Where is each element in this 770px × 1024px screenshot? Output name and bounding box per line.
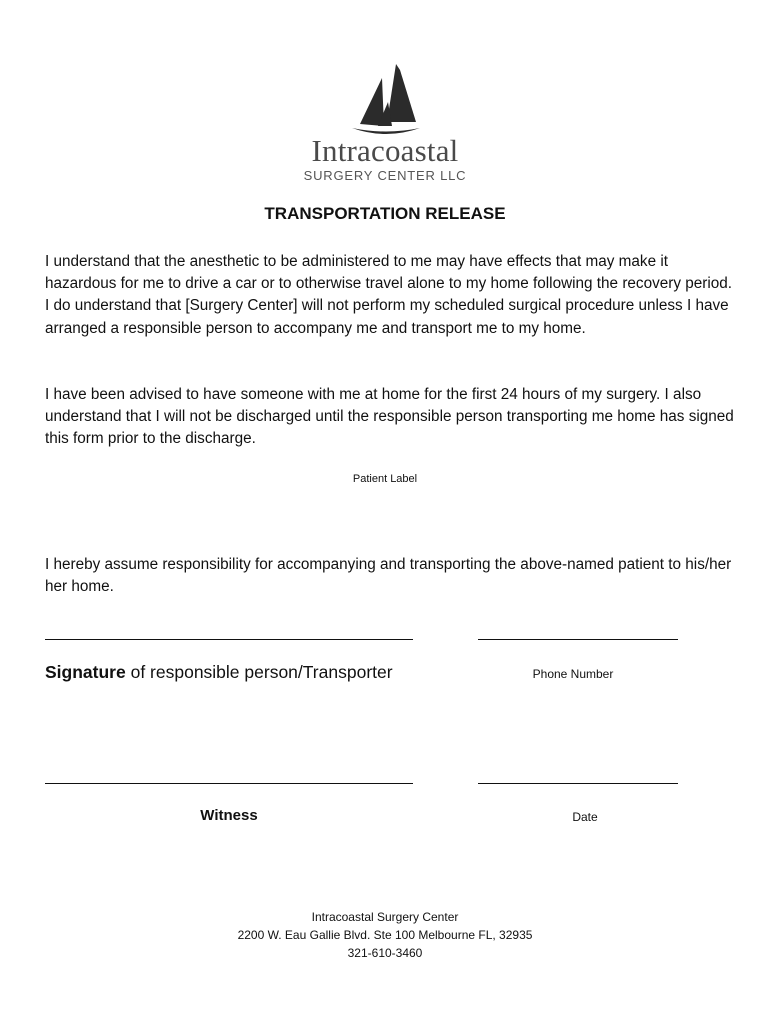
signature-label [45,661,393,683]
paragraph-responsibility: I hereby assume responsibility for accompanying and transporting the above-named patient to his/her her home. [45,556,732,596]
paragraph-anesthetic-notice: I understand that the anesthetic to be administered to me may have effects that may make it hazardous for me to drive a car or to otherwise travel alone to my home following the recovery period. I do understand that [Surgery Center] will not perform my scheduled surgical procedure unless I have arranged a responsible person to accompany me and transport me to my home. [45,253,732,337]
witness-label: Witness [200,807,258,824]
page-title: TRANSPORTATION RELEASE [264,204,506,223]
brand-name: Intracoastal [311,133,459,168]
sailboat-icon [348,62,423,140]
signature-label-bold: Signature [45,662,126,682]
brand-subtitle: SURGERY CENTER LLC [303,168,467,183]
signature-label-rest: of responsible person/Transporter [125,662,393,682]
company-logo [290,62,480,187]
signature-line[interactable] [45,639,413,640]
footer [0,908,770,962]
witness-line[interactable] [45,783,413,784]
date-line[interactable] [478,783,678,784]
patient-label-area: Patient Label [352,473,418,485]
footer-company-name: Intracoastal Surgery Center [311,910,459,924]
footer-address: 2200 W. Eau Gallie Blvd. Ste 100 Melbourne FL, 32935 [237,928,533,942]
paragraph-discharge-notice: I have been advised to have someone with me at home for the first 24 hours of my surgery. I also understand that I will not be discharged until the responsible person transporting me home has signed this form prior to the discharge. [45,386,734,448]
date-label: Date [572,810,598,824]
footer-phone: 321-610-3460 [347,946,423,960]
phone-number-label: Phone Number [532,667,614,681]
phone-number-line[interactable] [478,639,678,640]
